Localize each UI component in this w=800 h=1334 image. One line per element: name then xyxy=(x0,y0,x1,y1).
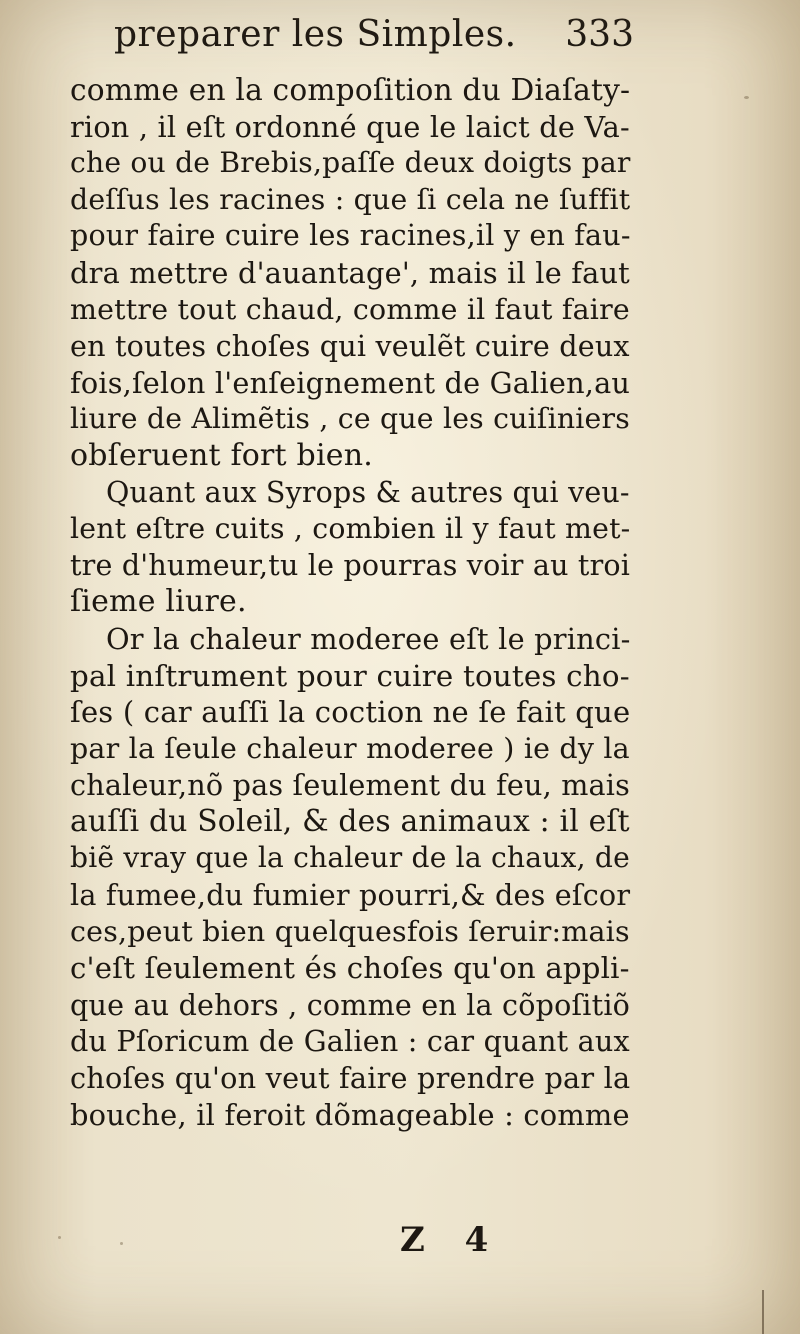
text-line: tre d'humeur,tu le pourras voir au troi xyxy=(70,548,631,582)
text-line: rion , il eſt ordonné que le laict de Va- xyxy=(70,109,630,144)
page-edge-mark xyxy=(762,1290,764,1334)
text-line: deſſus les racines : que ſi cela ne ſuffit xyxy=(70,182,631,216)
paper-fleck xyxy=(744,96,749,99)
paper-fleck xyxy=(58,1236,61,1239)
text-line: pal inſtrument pour cuire toutes cho- xyxy=(70,658,630,693)
paper-fleck xyxy=(120,1242,123,1245)
text-line: choſes qu'on veut faire prendre par la xyxy=(70,1061,631,1096)
text-line: bouche, il feroit dõmageable : comme xyxy=(70,1097,630,1132)
text-line: mettre tout chaud, comme il faut faire xyxy=(70,292,630,326)
text-line: en toutes choſes qui veulẽt cuire deux xyxy=(70,329,630,364)
page-number: 333 xyxy=(565,14,634,55)
text-line: fois,ſelon l'enſeignement de Galien,au xyxy=(70,365,631,400)
text-line: chaleur,nõ pas ſeulement du feu, mais xyxy=(70,768,631,803)
text-line: liure de Alimẽtis , ce que les cuiſiniers xyxy=(70,402,630,436)
text-line: ces,peut bien quelquesfois ſeruir:mais xyxy=(70,914,630,948)
text-line: Quant aux Syrops & autres qui veu- xyxy=(106,475,630,509)
text-line: la fumee,du fumier pourri,& des eſcor xyxy=(70,878,631,913)
text-line: auſſi du Soleil, & des animaux : il eſt xyxy=(70,803,630,839)
signature-mark: Z 4 xyxy=(400,1220,503,1260)
text-line: que au dehors , comme en la cõpoſitiõ xyxy=(70,987,631,1022)
running-head xyxy=(114,14,634,68)
text-line: biẽ vray que la chaleur de la chaux, de xyxy=(70,841,630,875)
running-title: preparer les Simples. xyxy=(114,14,517,55)
text-line: Or la chaleur moderee eſt le princi- xyxy=(106,621,631,656)
body-text xyxy=(70,72,630,1133)
text-line: obſeruent fort bien. xyxy=(70,437,373,473)
text-line: che ou de Brebis,paſſe deux doigts par xyxy=(70,146,631,180)
text-line: ſieme liure. xyxy=(70,584,247,620)
text-line: pour faire cuire les racines,il y en fau- xyxy=(70,219,631,253)
text-line: lent eſtre cuits , combien il y faut met- xyxy=(70,512,631,546)
text-line: ſes ( car auſſi la coction ne ſe fait que xyxy=(70,695,631,730)
text-line: par la ſeule chaleur moderee ) ie dy la xyxy=(70,731,630,765)
text-line: c'eſt ſeulement és choſes qu'on appli- xyxy=(70,951,630,986)
text-line: du Pſoricum de Galien : car quant aux xyxy=(70,1024,630,1059)
text-line: dra mettre d'auantage', mais il le faut xyxy=(70,255,630,290)
text-line: comme en la compoſition du Diaſaty- xyxy=(70,72,631,107)
